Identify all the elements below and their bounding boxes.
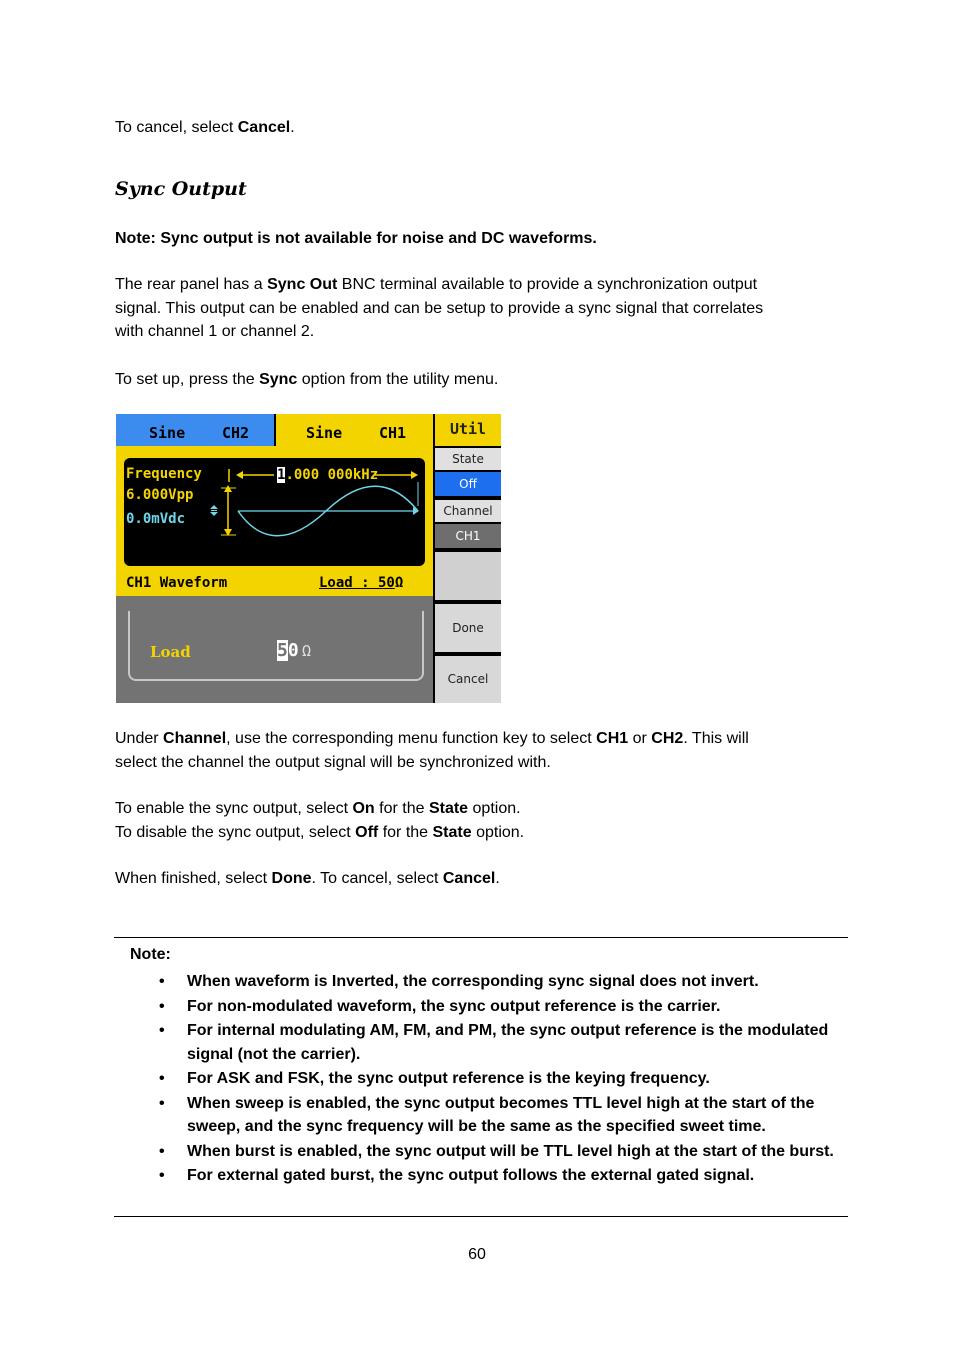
setup-instruction: To set up, press the Sync option from the utility menu. xyxy=(115,371,499,388)
offset-label[interactable]: 0.0mVdc xyxy=(126,511,186,527)
frequency-label[interactable]: Frequency xyxy=(126,466,202,482)
amplitude-label[interactable]: 6.000Vpp xyxy=(126,487,194,503)
ch1-waveform: Sine xyxy=(306,424,343,442)
list-item: • For internal modulating AM, FM, and PM, the sync output reference is the modulated signal (not the carrier). xyxy=(187,1019,837,1066)
finish-paragraph: When finished, select Done. To cancel, select Cancel. xyxy=(115,870,500,887)
load-indicator: Load : 50Ω xyxy=(319,575,404,591)
menu-state-key[interactable]: State xyxy=(435,448,501,470)
ch2-label: CH2 xyxy=(222,424,250,442)
waveform-label: CH1 Waveform xyxy=(126,575,228,591)
note-title: Note: xyxy=(130,946,171,963)
list-item: • For external gated burst, the sync output follows the external gated signal. xyxy=(187,1164,837,1188)
load-parameter-value[interactable]: 50 xyxy=(277,640,299,661)
ohm-unit: Ω xyxy=(302,642,312,660)
soft-key-menu xyxy=(433,414,501,703)
cancel-instruction: To cancel, select Cancel. xyxy=(115,119,295,136)
ch1-label: CH1 xyxy=(379,424,407,442)
section-heading: Sync Output xyxy=(115,178,247,200)
sine-wave-icon xyxy=(116,414,433,596)
menu-channel-value[interactable]: CH1 xyxy=(435,524,501,548)
frequency-value[interactable]: 1.000 000kHz xyxy=(277,467,379,483)
menu-empty-key xyxy=(435,552,501,600)
ch2-waveform: Sine xyxy=(149,424,186,442)
menu-title: Util xyxy=(435,414,501,446)
cancel-button[interactable]: Cancel xyxy=(435,656,501,703)
channel-paragraph: Under Channel, use the corresponding menu function key to select CH1 or CH2. This will select the channel the output signal will be synchronized with. xyxy=(115,730,749,771)
done-button[interactable]: Done xyxy=(435,604,501,652)
load-parameter-label: Load xyxy=(150,643,191,661)
page-number: 60 xyxy=(468,1246,486,1263)
rear-panel-paragraph: The rear panel has a Sync Out BNC terminal available to provide a synchronization output signal. This output can be enabled and can be setup to provide a sync signal that correlates with channel 1 or channel 2. xyxy=(115,276,764,340)
menu-state-value[interactable]: Off xyxy=(435,472,501,496)
list-item: • For ASK and FSK, the sync output reference is the keying frequency. xyxy=(187,1067,837,1091)
note-box xyxy=(114,937,848,1217)
availability-note: Note: Sync output is not available for noise and DC waveforms. xyxy=(115,230,597,247)
menu-channel-key[interactable]: Channel xyxy=(435,500,501,522)
list-item: • For non-modulated waveform, the sync output reference is the carrier. xyxy=(187,995,837,1019)
list-item: • When sweep is enabled, the sync output becomes TTL level high at the start of the sweep, and the sync frequency will be the same as the specified sweet time. xyxy=(187,1092,837,1139)
generator-screen xyxy=(116,414,501,703)
list-item: • When waveform is Inverted, the corresponding sync signal does not invert. xyxy=(187,970,837,994)
list-item: • When burst is enabled, the sync output will be TTL level high at the start of the burst. xyxy=(187,1140,837,1164)
note-list xyxy=(114,970,837,1189)
state-paragraph: To enable the sync output, select On for the State option. To disable the sync output, select Off for the State option. xyxy=(115,800,525,841)
